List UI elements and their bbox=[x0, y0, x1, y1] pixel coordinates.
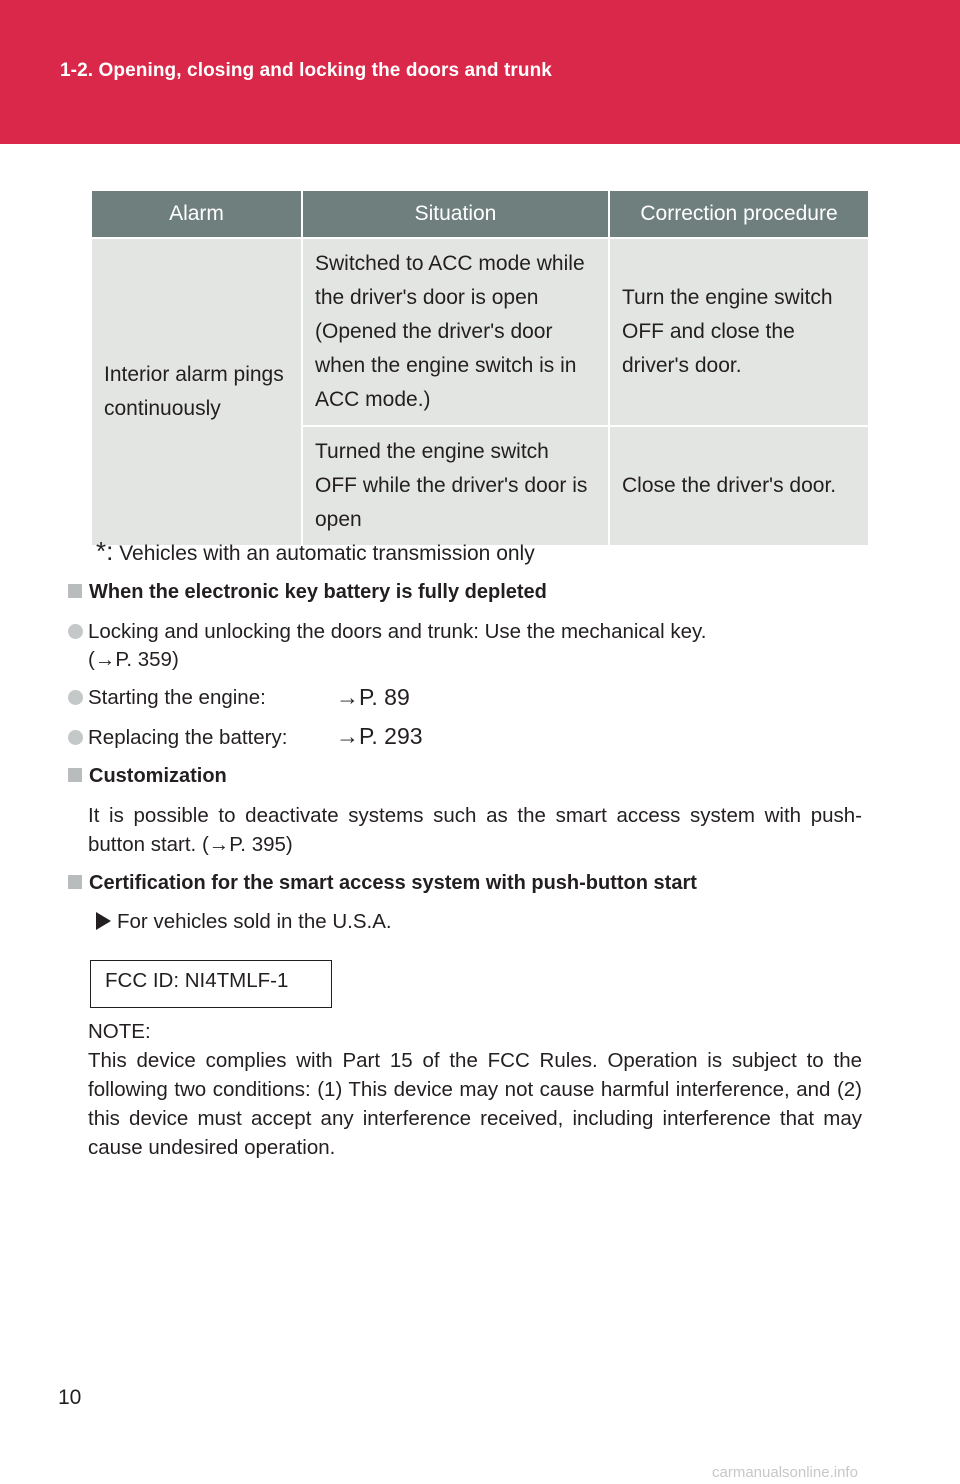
section-title: 1-2. Opening, closing and locking the doors and trunk bbox=[60, 60, 552, 81]
certification-heading bbox=[68, 872, 697, 895]
bullet-text: Starting the engine: bbox=[88, 686, 266, 709]
circle-bullet-icon bbox=[68, 624, 83, 639]
square-bullet-icon bbox=[68, 768, 82, 782]
heading-text: Customization bbox=[89, 765, 227, 787]
situation-cell: Turned the engine switch OFF while the driver's door is open bbox=[302, 426, 609, 545]
page-header bbox=[0, 0, 960, 144]
customization-text: It is possible to deactivate systems such as the smart access system with push-button start. (→P. 395) bbox=[88, 804, 862, 856]
page-reference: →P. 293 bbox=[336, 723, 423, 749]
column-header-correction: Correction procedure bbox=[609, 191, 868, 238]
circle-bullet-icon bbox=[68, 690, 83, 705]
heading-text: When the electronic key battery is fully depleted bbox=[89, 581, 547, 603]
footnote-text: Vehicles with an automatic transmission only bbox=[119, 542, 535, 565]
list-item bbox=[68, 726, 287, 750]
page-number: 10 bbox=[58, 1386, 82, 1409]
square-bullet-icon bbox=[68, 875, 82, 889]
bullet-text: Replacing the battery: bbox=[88, 726, 288, 749]
circle-bullet-icon bbox=[68, 730, 83, 745]
region-text: For vehicles sold in the U.S.A. bbox=[117, 910, 392, 933]
table-header-row bbox=[92, 191, 868, 238]
situation-cell: Switched to ACC mode while the driver's door is open (Opened the driver's door when the engine switch is in ACC mode.) bbox=[302, 238, 609, 426]
note-text: This device complies with Part 15 of the FCC Rules. Operation is subject to the following two conditions: (1) This device may not cause harmful interference, and (2) this device must accept any interference received, including interference that may cause undesired operation. bbox=[88, 1049, 862, 1159]
table-footnote bbox=[96, 536, 535, 567]
customization-heading bbox=[68, 765, 227, 788]
column-header-situation: Situation bbox=[302, 191, 609, 238]
triangle-pointer-icon bbox=[96, 912, 111, 930]
list-item bbox=[68, 620, 706, 644]
alarm-table bbox=[92, 191, 868, 545]
bullet-text: Locking and unlocking the doors and trunk: Use the mechanical key. bbox=[88, 620, 707, 643]
table-row bbox=[92, 238, 868, 426]
correction-cell: Turn the engine switch OFF and close the driver's door. bbox=[609, 238, 868, 426]
alarm-cell: Interior alarm pings continuously bbox=[92, 238, 302, 545]
note-label: NOTE: bbox=[88, 1020, 151, 1043]
square-bullet-icon bbox=[68, 584, 82, 598]
region-label bbox=[96, 910, 392, 934]
correction-cell: Close the driver's door. bbox=[609, 426, 868, 545]
footnote-mark: *: bbox=[96, 536, 114, 566]
watermark: carmanualsonline.info bbox=[712, 1464, 858, 1481]
page-reference: →P. 89 bbox=[336, 684, 410, 710]
column-header-alarm: Alarm bbox=[92, 191, 302, 238]
fcc-id-box: FCC ID: NI4TMLF-1 bbox=[90, 960, 332, 1008]
heading-text: Certification for the smart access system with push-button start bbox=[89, 872, 697, 894]
list-item bbox=[68, 686, 266, 710]
battery-heading bbox=[68, 581, 547, 604]
page-reference: (→P. 359) bbox=[88, 648, 179, 671]
